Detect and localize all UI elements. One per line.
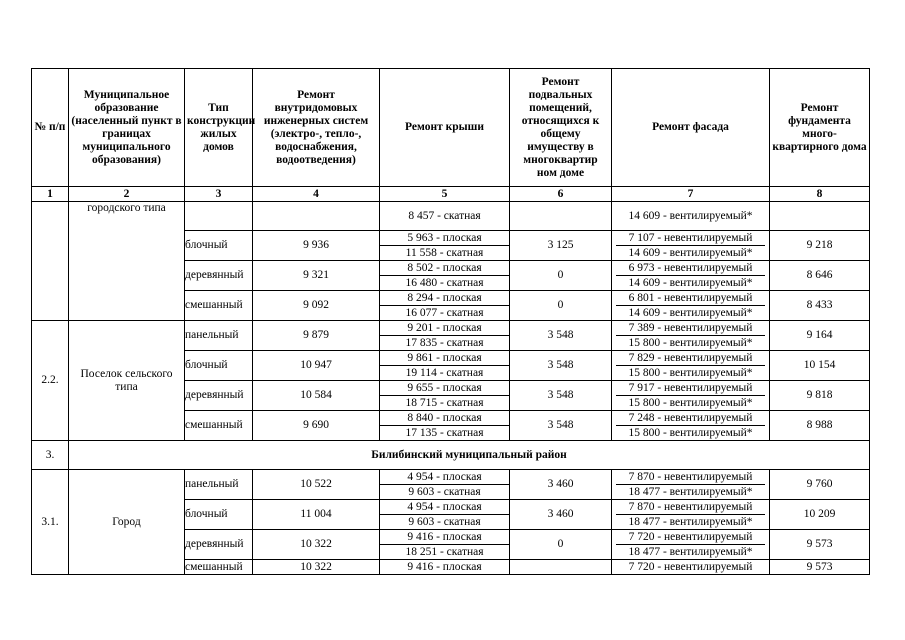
- roof-cell: [380, 231, 510, 261]
- facade-cell: [612, 231, 770, 261]
- base-cell: [510, 202, 612, 231]
- facade-cell: [612, 500, 770, 530]
- roof-flat: 9 416 - плоская: [407, 531, 482, 543]
- base-cell: 3 460: [510, 470, 612, 500]
- found-cell: 8 433: [770, 291, 870, 321]
- base-cell: 3 548: [510, 351, 612, 381]
- col-number: 6: [510, 187, 612, 202]
- roof-flat: 9 861 - плоская: [407, 352, 482, 364]
- found-cell: 10 209: [770, 500, 870, 530]
- base-cell: 3 460: [510, 500, 612, 530]
- facade-nonvent: 7 917 - невентилируемый: [628, 382, 753, 394]
- type-cell: блочный: [185, 231, 253, 261]
- roof-cell: [380, 321, 510, 351]
- found-cell: 9 164: [770, 321, 870, 351]
- facade-cell: [612, 291, 770, 321]
- facade-nonvent: 7 107 - невентилируемый: [628, 232, 753, 244]
- roof-cell: [380, 261, 510, 291]
- roof-cell: 8 457 - скатная: [380, 202, 510, 231]
- base-cell: [510, 560, 612, 575]
- type-cell: смешанный: [185, 291, 253, 321]
- eng-cell: 9 936: [253, 231, 380, 261]
- facade-nonvent: 7 870 - невентилируемый: [628, 471, 753, 483]
- roof-pitched: 17 135 - скатная: [380, 425, 509, 440]
- facade-nonvent: 7 248 - невентилируемый: [628, 412, 753, 424]
- roof-pitched: 16 077 - скатная: [380, 305, 509, 320]
- base-cell: 0: [510, 530, 612, 560]
- facade-nonvent: 7 829 - невентилируемый: [628, 352, 753, 364]
- roof-cell: 9 416 - плоская: [380, 560, 510, 575]
- base-cell: 3 125: [510, 231, 612, 261]
- header-facade-repair: Ремонт фасада: [612, 69, 770, 187]
- col-number: 7: [612, 187, 770, 202]
- facade-cell: [612, 351, 770, 381]
- eng-cell: 9 092: [253, 291, 380, 321]
- roof-pitched: 16 480 - скатная: [380, 275, 509, 290]
- col-number: 8: [770, 187, 870, 202]
- col-number: 5: [380, 187, 510, 202]
- roof-cell: [380, 351, 510, 381]
- facade-cell: [612, 381, 770, 411]
- header-municipality: Муниципальное образование (населенный пункт в границах муниципального образования): [69, 69, 185, 187]
- facade-nonvent: 7 720 - невентилируемый: [628, 531, 753, 543]
- found-cell: [770, 202, 870, 231]
- type-cell: [185, 202, 253, 231]
- eng-cell: 10 584: [253, 381, 380, 411]
- base-cell: 0: [510, 291, 612, 321]
- type-cell: панельный: [185, 470, 253, 500]
- eng-cell: 10 322: [253, 560, 380, 575]
- facade-vent: 18 477 - вентилируемый*: [616, 484, 765, 499]
- eng-cell: 10 522: [253, 470, 380, 500]
- facade-vent: 15 800 - вентилируемый*: [616, 425, 765, 440]
- col-number: 4: [253, 187, 380, 202]
- facade-cell: [612, 261, 770, 291]
- found-cell: 10 154: [770, 351, 870, 381]
- roof-flat: 9 201 - плоская: [407, 322, 482, 334]
- facade-cell: [612, 530, 770, 560]
- roof-flat: 5 963 - плоская: [407, 232, 482, 244]
- header-row: [32, 69, 870, 187]
- roof-flat: 4 954 - плоская: [407, 501, 482, 513]
- roof-cell: [380, 500, 510, 530]
- row-num-cell: 3.1.: [32, 470, 69, 575]
- eng-cell: [253, 202, 380, 231]
- section-row: [32, 441, 870, 470]
- facade-vent: 15 800 - вентилируемый*: [616, 335, 765, 350]
- header-basement-repair: Ремонт подвальных помещений, относящихся к общему имуществу в многоквартир ном доме: [510, 69, 612, 187]
- found-cell: 9 573: [770, 560, 870, 575]
- found-cell: 9 760: [770, 470, 870, 500]
- section-title: Билибинский муниципальный район: [69, 441, 870, 470]
- row-num-cell: 2.2.: [32, 321, 69, 441]
- tariff-table: [31, 68, 870, 575]
- facade-vent: 14 609 - вентилируемый*: [616, 275, 765, 290]
- roof-cell: [380, 381, 510, 411]
- roof-pitched: 9 603 - скатная: [380, 484, 509, 499]
- table-row: [32, 470, 870, 500]
- facade-cell: 14 609 - вентилируемый*: [612, 202, 770, 231]
- table-row: [32, 202, 870, 231]
- facade-nonvent: 7 389 - невентилируемый: [628, 322, 753, 334]
- facade-vent: 14 609 - вентилируемый*: [616, 305, 765, 320]
- roof-pitched: 18 715 - скатная: [380, 395, 509, 410]
- municipality-cell: городского типа: [69, 202, 185, 321]
- roof-flat: 8 840 - плоская: [407, 412, 482, 424]
- column-number-row: [32, 187, 870, 202]
- col-number: 3: [185, 187, 253, 202]
- roof-pitched: 17 835 - скатная: [380, 335, 509, 350]
- type-cell: смешанный: [185, 560, 253, 575]
- roof-pitched: 11 558 - скатная: [380, 245, 509, 260]
- table-row: [32, 321, 870, 351]
- header-roof-repair: Ремонт крыши: [380, 69, 510, 187]
- section-num: 3.: [32, 441, 69, 470]
- facade-vent: 15 800 - вентилируемый*: [616, 365, 765, 380]
- roof-flat: 4 954 - плоская: [407, 471, 482, 483]
- municipality-cell: Поселок сельского типа: [69, 321, 185, 441]
- base-cell: 0: [510, 261, 612, 291]
- facade-cell: 7 720 - невентилируемый: [612, 560, 770, 575]
- facade-vent: 18 477 - вентилируемый*: [616, 544, 765, 559]
- base-cell: 3 548: [510, 321, 612, 351]
- type-cell: смешанный: [185, 411, 253, 441]
- facade-cell: [612, 321, 770, 351]
- roof-pitched: 9 603 - скатная: [380, 514, 509, 529]
- type-cell: деревянный: [185, 381, 253, 411]
- eng-cell: 10 322: [253, 530, 380, 560]
- roof-flat: 8 294 - плоская: [407, 292, 482, 304]
- facade-vent: 18 477 - вентилируемый*: [616, 514, 765, 529]
- header-foundation-repair: Ремонт фундамента много-квартирного дома: [770, 69, 870, 187]
- type-cell: деревянный: [185, 261, 253, 291]
- eng-cell: 9 321: [253, 261, 380, 291]
- facade-vent: 15 800 - вентилируемый*: [616, 395, 765, 410]
- roof-pitched: 18 251 - скатная: [380, 544, 509, 559]
- eng-cell: 9 690: [253, 411, 380, 441]
- row-num-cell: [32, 202, 69, 321]
- type-cell: блочный: [185, 351, 253, 381]
- header-num: № п/п: [32, 69, 69, 187]
- header-construction-type: Тип конструкции жилых домов: [185, 69, 253, 187]
- found-cell: 9 218: [770, 231, 870, 261]
- found-cell: 8 988: [770, 411, 870, 441]
- facade-nonvent: 7 870 - невентилируемый: [628, 501, 753, 513]
- roof-pitched: 19 114 - скатная: [380, 365, 509, 380]
- roof-flat: 8 502 - плоская: [407, 262, 482, 274]
- found-cell: 9 573: [770, 530, 870, 560]
- facade-cell: [612, 470, 770, 500]
- col-number: 1: [32, 187, 69, 202]
- eng-cell: 9 879: [253, 321, 380, 351]
- roof-cell: [380, 411, 510, 441]
- found-cell: 8 646: [770, 261, 870, 291]
- type-cell: панельный: [185, 321, 253, 351]
- eng-cell: 11 004: [253, 500, 380, 530]
- roof-cell: [380, 470, 510, 500]
- col-number: 2: [69, 187, 185, 202]
- facade-nonvent: 6 973 - невентилируемый: [628, 262, 753, 274]
- type-cell: деревянный: [185, 530, 253, 560]
- roof-cell: [380, 291, 510, 321]
- eng-cell: 10 947: [253, 351, 380, 381]
- type-cell: блочный: [185, 500, 253, 530]
- facade-vent: 14 609 - вентилируемый*: [616, 245, 765, 260]
- roof-cell: [380, 530, 510, 560]
- base-cell: 3 548: [510, 411, 612, 441]
- facade-nonvent: 6 801 - невентилируемый: [628, 292, 753, 304]
- base-cell: 3 548: [510, 381, 612, 411]
- roof-flat: 9 655 - плоская: [407, 382, 482, 394]
- header-engineering-repair: Ремонт внутридомовых инженерных систем (электро-, тепло-, водоснабжения, водоотведения): [253, 69, 380, 187]
- facade-cell: [612, 411, 770, 441]
- municipality-cell: Город: [69, 470, 185, 575]
- found-cell: 9 818: [770, 381, 870, 411]
